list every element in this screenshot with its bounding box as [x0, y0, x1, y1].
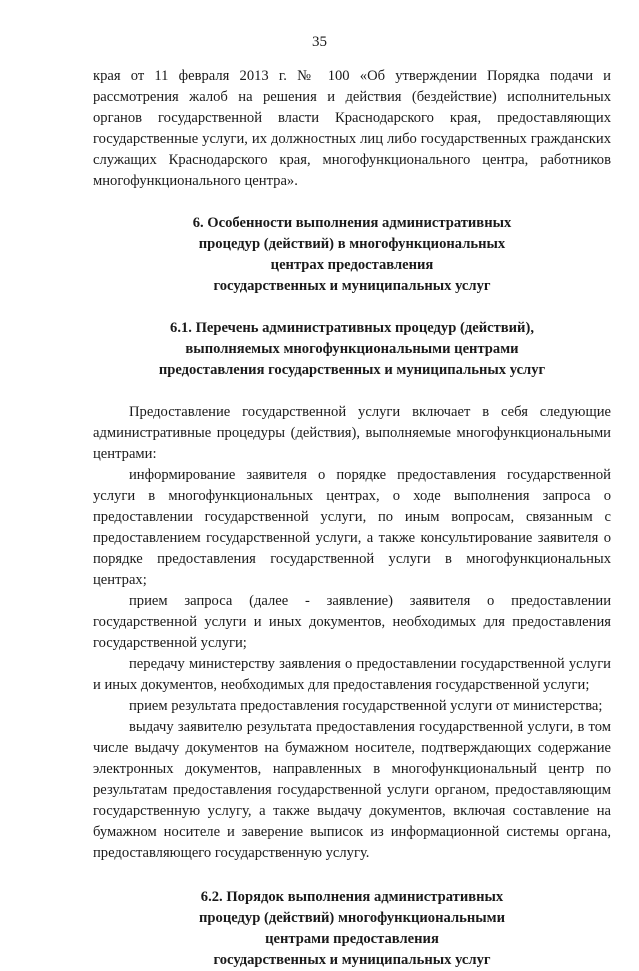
section-6-2-heading [93, 887, 611, 971]
heading-line: 6.1. Перечень административных процедур (действий), [170, 320, 534, 336]
heading-line: предоставления государственных и муниципальных услуг [158, 362, 546, 378]
opening-paragraph: края от 11 февраля 2013 г. № 100 «Об утверждении Порядка подачи и рассмотрения жалоб на решения и действия (бездействие) исполнительных органов государственной власти Краснодарского края, предоставляющих государственные услуги, их должностных лиц либо государственных гражданских служащих Краснодарского края, многофункционального центра, работников многофункционального центра». [93, 68, 611, 189]
heading-line: процедур (действий) в многофункциональных [198, 236, 506, 252]
procedure-item: передачу министерству заявления о предоставлении государственной услуги и иных документов, необходимых для предоставления государственной услуги; [93, 656, 611, 693]
page-content [93, 66, 611, 971]
heading-line: выполняемых многофункциональными центрами [185, 341, 519, 357]
heading-line: процедур (действий) многофункциональными [199, 910, 505, 926]
section-6-heading [93, 213, 611, 297]
page-number: 35 [312, 34, 327, 50]
heading-line: центрами предоставления [265, 931, 439, 947]
procedure-item: прием результата предоставления государственной услуги от министерства; [129, 698, 603, 714]
heading-line: 6. Особенности выполнения административных [192, 215, 512, 231]
heading-line: 6.2. Порядок выполнения административных [200, 889, 504, 905]
heading-line: центрах предоставления [270, 257, 434, 273]
section-6-1-heading [93, 318, 611, 381]
intro-paragraph: Предоставление государственной услуги включает в себя следующие административные процедуры (действия), выполняемые многофункциональными центрами: [93, 404, 611, 462]
procedure-item: выдачу заявителю результата предоставления государственной услуги, в том числе выдачу документов на бумажном носителе, подтверждающих содержание электронных документов, направленных в многофункциональный центр по результатам предоставления государственной услуги органом, предоставляющим государственную услугу, а также выдачу документов, включая составление на бумажном носителе и заверение выписок из информационной системы органа, предоставляющего государственную услугу. [93, 719, 611, 861]
heading-line: государственных и муниципальных услуг [213, 952, 491, 968]
procedure-item: прием запроса (далее - заявление) заявителя о предоставлении государственной услуги и иных документов, необходимых для предоставления государственной услуги; [93, 593, 611, 651]
heading-line: государственных и муниципальных услуг [213, 278, 491, 294]
procedure-item: информирование заявителя о порядке предоставления государственной услуги в многофункциональных центрах, о ходе выполнения запроса о предоставлении государственной услуги, по иным вопросам, связанным с предоставлением государственной услуги, а также консультирование заявителя о порядке предоставления государственной услуги в многофункциональных центрах; [93, 467, 611, 588]
